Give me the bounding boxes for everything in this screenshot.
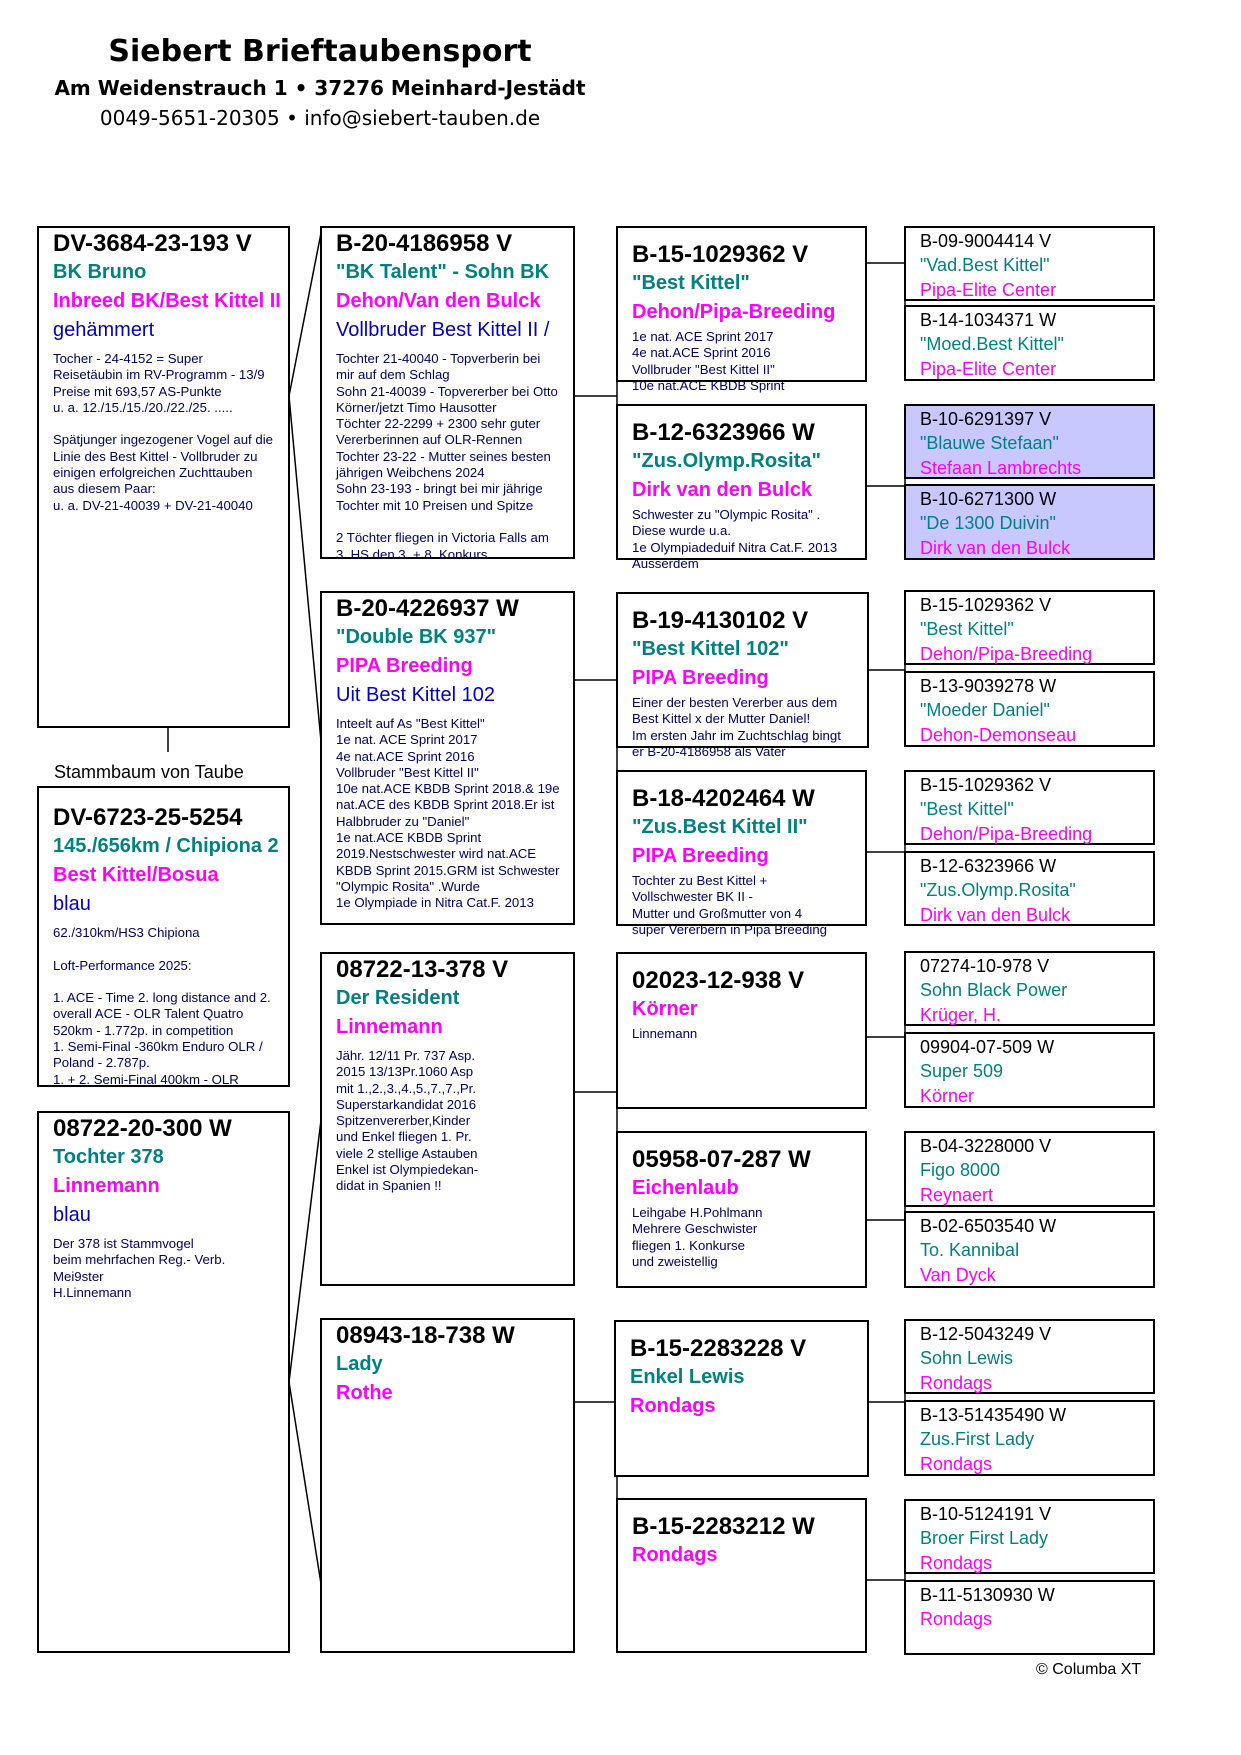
great-grandparent-card xyxy=(616,226,867,393)
ancestor-card xyxy=(904,1211,1155,1288)
father-name: BK Bruno xyxy=(53,261,147,283)
father-card xyxy=(37,226,290,728)
subject-card xyxy=(37,786,290,1087)
ancestor-ring: B-09-9004414 V xyxy=(920,231,1052,251)
great-grandparent-notes: Tochter zu Best Kittel + Vollschwester BK II - Mutter und Großmutter von 4 super Vererbern in Pipa Breeding xyxy=(632,873,828,937)
ancestor-line: Rondags xyxy=(920,1553,993,1573)
ancestor-name: Sohn Black Power xyxy=(920,980,1068,1000)
grandparent-notes: Inteelt auf As "Best Kittel" 1e nat. ACE Sprint 2017 4e nat.ACE Sprint 2016 Vollbruder "Best Kittel II" 10e nat.ACE KBDB Sprint 2018.& 19e nat.ACE des KBDB Sprint 2018.Er ist Halbbruder zu "Daniel" 1e nat.ACE KBDB Sprint 2019.Nestschwester wird nat.ACE KBDB Sprint 2015.GRM ist Schwester "Olympic Rosita" .Wurde 1e Olympiade in Nitra Cat.F. 2013 xyxy=(336,716,560,911)
ancestor-ring: B-10-6291397 V xyxy=(920,409,1052,429)
grandparent-card xyxy=(320,952,575,1286)
father-line: Inbreed BK/Best Kittel II xyxy=(53,290,281,312)
grandparent-notes: Tochter 21-40040 - Topverberin bei mir auf dem Schlag Sohn 21-40039 - Topvererber bei Otto Körner/jetzt Timo Hausotter Töchter 22-2299 + 2300 sehr guter Vererberinnen auf OLR-Rennen Tochter 23-22 - Mutter seines besten jährigen Weibchens 2024 Sohn 23-193 - bringt bei mir jährige Tochter mit 10 Preisen und Spitze 2 Töchter fliegen in Victoria Falls am 3. HS den 3. + 8. Konkurs xyxy=(336,351,558,562)
great-grandparent-notes: 1e nat. ACE Sprint 2017 4e nat.ACE Sprint 2016 Vollbruder "Best Kittel II" 10e nat.ACE KBDB Sprint xyxy=(632,329,785,393)
ancestor-name: Sohn Lewis xyxy=(920,1348,1014,1368)
ancestor-ring: B-12-5043249 V xyxy=(920,1324,1052,1344)
ancestor-line: Dehon/Pipa-Breeding xyxy=(920,644,1093,664)
mother-notes: Der 378 ist Stammvogel beim mehrfachen Reg.- Verb. Mei9ster H.Linnemann xyxy=(53,1236,226,1300)
great-grandparent-line: Dehon/Pipa-Breeding xyxy=(632,301,836,323)
breeder-address: Am Weidenstrauch 1 • 37276 Meinhard-Jestädt xyxy=(54,76,586,100)
ancestor-ring: 09904-07-509 W xyxy=(920,1037,1055,1057)
ancestor-line: Krüger, H. xyxy=(920,1005,1002,1025)
copyright-notice: © Columba XT xyxy=(1036,1661,1142,1678)
ancestor-line: Rondags xyxy=(920,1454,993,1474)
grandparent-line: PIPA Breeding xyxy=(336,655,473,677)
ancestor-ring: B-13-51435490 W xyxy=(920,1405,1067,1425)
ancestor-card xyxy=(904,1400,1155,1476)
great-grandparent-name: Rondags xyxy=(632,1544,718,1566)
ancestor-ring: B-12-6323966 W xyxy=(920,856,1057,876)
ancestor-line: Van Dyck xyxy=(920,1265,996,1285)
subject-name: 145./656km / Chipiona 2 xyxy=(53,835,279,857)
great-grandparent-name: "Best Kittel" xyxy=(632,272,750,294)
great-grandparent-ring: B-15-1029362 V xyxy=(632,241,809,268)
grandparent-name: Der Resident xyxy=(336,987,460,1009)
ancestor-line: Dehon/Pipa-Breeding xyxy=(920,824,1093,844)
mother-card xyxy=(37,1111,290,1653)
grandparent-name: Lady xyxy=(336,1353,383,1375)
grandparent-ring: 08943-18-738 W xyxy=(336,1322,515,1349)
great-grandparent-card xyxy=(616,1498,867,1653)
mother-name: Tochter 378 xyxy=(53,1146,164,1168)
ancestor-ring: B-14-1034371 W xyxy=(920,310,1057,330)
ancestor-line: Rondags xyxy=(920,1373,993,1393)
great-grandparent-ring: 02023-12-938 V xyxy=(632,967,805,994)
ancestor-name: "De 1300 Duivin" xyxy=(920,513,1056,533)
ancestor-card xyxy=(904,1032,1155,1108)
great-grandparent-line: PIPA Breeding xyxy=(632,667,769,689)
great-grandparent-ring: B-18-4202464 W xyxy=(632,785,815,812)
ancestor-name: To. Kannibal xyxy=(920,1240,1020,1260)
ancestor-card xyxy=(904,1580,1155,1655)
ancestor-name: "Blauwe Stefaan" xyxy=(920,433,1059,453)
ancestor-ring: B-15-1029362 V xyxy=(920,595,1052,615)
grandparent-line: Rothe xyxy=(336,1382,393,1404)
grandparent-ring: B-20-4226937 W xyxy=(336,595,519,622)
ancestor-ring: B-10-6271300 W xyxy=(920,489,1057,509)
great-grandparent-name: "Best Kittel 102" xyxy=(632,638,789,660)
ancestor-card xyxy=(904,951,1155,1026)
grandparent-name: "Double BK 937" xyxy=(336,626,497,648)
ancestor-card xyxy=(904,590,1155,665)
great-grandparent-notes: Schwester zu "Olympic Rosita" . Diese wurde u.a. 1e Olympiadeduif Nitra Cat.F. 2013 Ausserdem xyxy=(632,507,838,571)
ancestor-ring: 07274-10-978 V xyxy=(920,956,1050,976)
ancestor-name: "Moed.Best Kittel" xyxy=(920,334,1064,354)
ancestor-line: Dirk van den Bulck xyxy=(920,905,1071,925)
ancestor-name: "Zus.Olymp.Rosita" xyxy=(920,880,1076,900)
ancestor-card xyxy=(904,1499,1155,1574)
subject-ring: DV-6723-25-5254 xyxy=(53,804,243,831)
great-grandparent-card xyxy=(616,952,867,1109)
great-grandparent-card xyxy=(616,404,867,571)
ancestor-name: Broer First Lady xyxy=(920,1528,1049,1548)
father-color: gehämmert xyxy=(53,319,155,341)
ancestor-line: Stefaan Lambrechts xyxy=(920,458,1082,478)
great-grandparent-notes: Leihgabe H.Pohlmann Mehrere Geschwister fliegen 1. Konkurse und zweistellig xyxy=(632,1205,763,1269)
ancestor-name: Super 509 xyxy=(920,1061,1004,1081)
great-grandparent-card xyxy=(614,1320,869,1477)
ancestor-ring: B-04-3228000 V xyxy=(920,1136,1052,1156)
ancestor-card xyxy=(904,404,1155,479)
ancestor-ring: B-02-6503540 W xyxy=(920,1216,1057,1236)
great-grandparent-name: "Zus.Best Kittel II" xyxy=(632,816,808,838)
ancestor-card xyxy=(904,1131,1155,1207)
great-grandparent-card xyxy=(616,592,869,759)
ancestor-line: Reynaert xyxy=(920,1185,994,1205)
father-ring: DV-3684-23-193 V xyxy=(53,230,252,257)
grandparent-card xyxy=(320,591,575,925)
ancestor-card xyxy=(904,226,1155,301)
ancestor-line: Dirk van den Bulck xyxy=(920,538,1071,558)
grandparent-color: Uit Best Kittel 102 xyxy=(336,684,495,706)
breeder-contact: 0049-5651-20305 • info@siebert-tauben.de xyxy=(99,106,541,130)
pedigree-caption: Stammbaum von Taube xyxy=(48,762,250,783)
ancestor-card xyxy=(904,770,1155,845)
great-grandparent-line: Rondags xyxy=(630,1395,716,1417)
ancestor-card xyxy=(904,305,1155,381)
great-grandparent-notes: Einer der besten Vererber aus dem Best Kittel x der Mutter Daniel! Im ersten Jahr im Zuchtschlag bingt er B-20-4186958 als Vater xyxy=(632,695,841,759)
great-grandparent-ring: B-15-2283212 W xyxy=(632,1513,815,1540)
grandparent-line: Linnemann xyxy=(336,1016,443,1038)
great-grandparent-name: Körner xyxy=(632,998,698,1020)
grandparent-card xyxy=(320,226,575,562)
ancestor-name: Rondags xyxy=(920,1609,993,1629)
grandparent-ring: B-20-4186958 V xyxy=(336,230,513,257)
ancestor-name: "Best Kittel" xyxy=(920,799,1014,819)
ancestor-line: Pipa-Elite Center xyxy=(920,359,1057,379)
ancestor-line: Körner xyxy=(920,1086,975,1106)
grandparent-line: Dehon/Van den Bulck xyxy=(336,290,541,312)
grandparent-name: "BK Talent" - Sohn BK xyxy=(336,261,550,283)
subject-color: blau xyxy=(53,893,91,915)
subject-line: Best Kittel/Bosua xyxy=(53,864,219,886)
ancestor-name: Figo 8000 xyxy=(920,1160,1001,1180)
ancestor-card xyxy=(904,671,1155,747)
ancestor-line: Dehon-Demonseau xyxy=(920,725,1077,745)
great-grandparent-name: "Zus.Olymp.Rosita" xyxy=(632,450,821,472)
father-notes: Tocher - 24-4152 = Super Reisetäubin im RV-Programm - 13/9 Preise mit 693,57 AS-Punkte u. a. 12./15./15./20./22./25. ..... Spätjunger ingezogener Vogel auf die Linie des Best Kittel - Vollbruder zu einigen erfolgreichen Zuchttauben aus diesem Paar: u. a. DV-21-40039 + DV-21-40040 xyxy=(53,351,273,513)
ancestor-line: Pipa-Elite Center xyxy=(920,280,1057,300)
ancestor-name: Zus.First Lady xyxy=(920,1429,1035,1449)
great-grandparent-ring: B-15-2283228 V xyxy=(630,1335,807,1362)
great-grandparent-name: Eichenlaub xyxy=(632,1177,739,1199)
subject-notes: 62./310km/HS3 Chipiona Loft-Performance 2025: 1. ACE - Time 2. long distance and 2. overall ACE - OLR Talent Quatro 520km - 1.772p. in competition 1. Semi-Final -360km Enduro OLR / Poland - 2.787p. 1. + 2. Semi-Final 400km - OLR xyxy=(53,925,271,1087)
ancestor-name: "Best Kittel" xyxy=(920,619,1014,639)
great-grandparent-line: Dirk van den Bulck xyxy=(632,479,813,501)
mother-color: blau xyxy=(53,1204,91,1226)
ancestor-ring: B-11-5130930 W xyxy=(920,1585,1055,1605)
great-grandparent-ring: 05958-07-287 W xyxy=(632,1146,811,1173)
ancestor-ring: B-15-1029362 V xyxy=(920,775,1052,795)
great-grandparent-name: Enkel Lewis xyxy=(630,1366,745,1388)
grandparent-notes: Jähr. 12/11 Pr. 737 Asp. 2015 13/13Pr.1060 Asp mit 1.,2.,3.,4.,5.,7.,7.,Pr. Superstarkandidat 2016 Spitzenvererber,Kinder und Enkel fliegen 1. Pr. viele 2 stellige Astauben Enkel ist Olympiedekan- didat in Spanien !! xyxy=(336,1048,479,1194)
ancestor-ring: B-13-9039278 W xyxy=(920,676,1057,696)
great-grandparent-card xyxy=(616,1131,867,1288)
great-grandparent-ring: B-19-4130102 V xyxy=(632,607,809,634)
ancestor-card xyxy=(904,1319,1155,1394)
ancestor-name: "Vad.Best Kittel" xyxy=(920,255,1050,275)
great-grandparent-card xyxy=(616,770,867,937)
great-grandparent-line: PIPA Breeding xyxy=(632,845,769,867)
grandparent-card xyxy=(320,1318,575,1653)
ancestor-card xyxy=(904,484,1155,560)
great-grandparent-notes: Linnemann xyxy=(632,1026,698,1041)
great-grandparent-ring: B-12-6323966 W xyxy=(632,419,815,446)
mother-line: Linnemann xyxy=(53,1175,160,1197)
ancestor-ring: B-10-5124191 V xyxy=(920,1504,1052,1524)
ancestor-name: "Moeder Daniel" xyxy=(920,700,1050,720)
mother-ring: 08722-20-300 W xyxy=(53,1115,232,1142)
grandparent-color: Vollbruder Best Kittel II / xyxy=(336,319,550,341)
breeder-name: Siebert Brieftaubensport xyxy=(108,34,532,69)
ancestor-card xyxy=(904,851,1155,926)
grandparent-ring: 08722-13-378 V xyxy=(336,956,509,983)
